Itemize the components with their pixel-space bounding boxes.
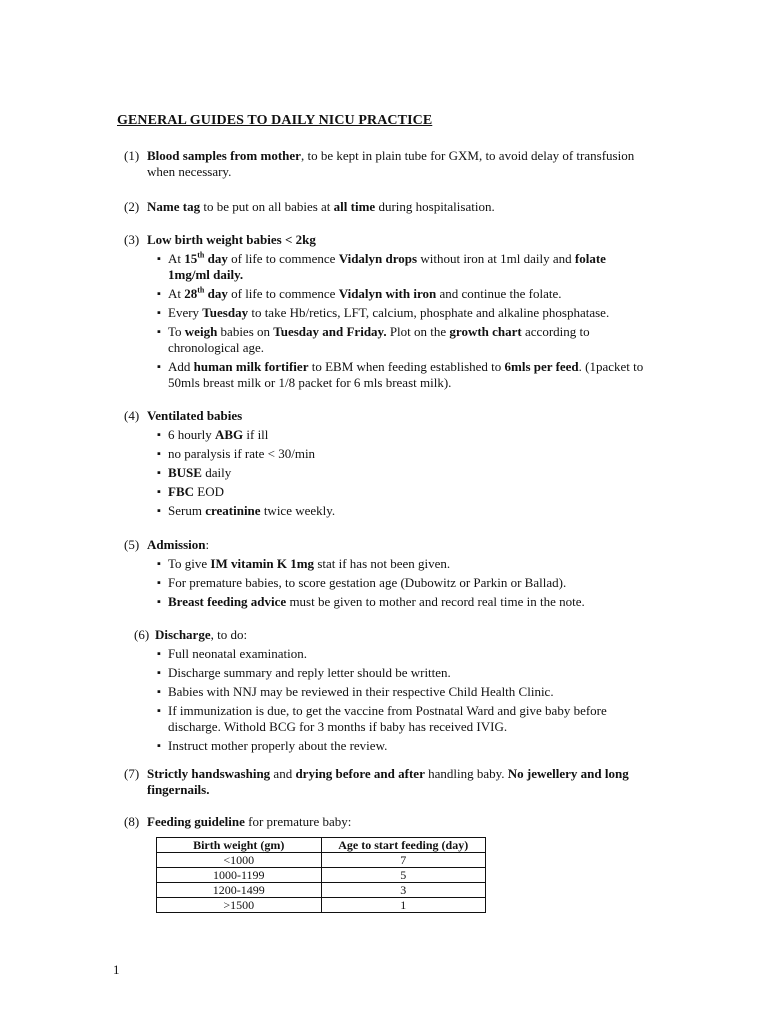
table-row: >1500 1 (157, 898, 486, 913)
section-2: (2) Name tag to be put on all babies at all time during hospitalisation. (124, 199, 495, 214)
section-heading: Name tag (147, 199, 201, 214)
list-item: ▪ At 15th day of life to commence Vidalyn drops without iron at 1ml daily and folate 1mg/ml daily. (0, 251, 648, 283)
bullet-list (0, 646, 768, 754)
list-item: ▪ Instruct mother properly about the review. (0, 738, 648, 754)
column-header: Age to start feeding (day) (321, 838, 486, 853)
list-item: ▪ To give IM vitamin K 1mg stat if has not been given. (0, 556, 648, 572)
section-number: (1) (124, 148, 140, 163)
list-item: ▪ Serum creatinine twice weekly. (0, 503, 648, 519)
section-heading: Low birth weight babies < 2kg (147, 232, 316, 247)
section-heading: Ventilated babies (147, 408, 243, 423)
table-row: 1000-1199 5 (157, 868, 486, 883)
section-number: (7) (124, 766, 140, 781)
column-header: Birth weight (gm) (157, 838, 322, 853)
list-item: ▪ Discharge summary and reply letter should be written. (0, 665, 648, 681)
section-number: (2) (124, 199, 140, 214)
list-item: ▪ Add human milk fortifier to EBM when feeding established to 6mls per feed. (1packet to 50mls breast milk or 1/8 packet for 6 mls breast milk). (0, 359, 648, 391)
section-3 (0, 232, 768, 394)
list-item: ▪ Breast feeding advice must be given to mother and record real time in the note. (0, 594, 648, 610)
list-item: ▪ At 28th day of life to commence Vidalyn with iron and continue the folate. (0, 286, 648, 302)
section-1: (1) Blood samples from mother, to be kept in plain tube for GXM, to avoid delay of transfusion when necessary. (124, 148, 635, 179)
section-5: (5) Admission: ▪ To give IM vitamin K 1mg stat if has not been given. ▪ For premature babies, to score gestation age (Dubowitz or Parkin or Ballad). ▪ Breast feeding advice must be given to mother and record real time in the note. (0, 537, 768, 613)
list-item: ▪ 6 hourly ABG if ill (0, 427, 648, 443)
list-item: ▪ FBC EOD (0, 484, 648, 500)
section-heading: Strictly handswashing (147, 766, 271, 781)
list-item: ▪ Full neonatal examination. (0, 646, 648, 662)
list-item: ▪ If immunization is due, to get the vaccine from Postnatal Ward and give baby before discharge. Withold BCG for 3 months if baby has received IVIG. (0, 703, 648, 735)
page-number: 1 (113, 962, 120, 977)
bullet-list (0, 251, 768, 391)
list-item: ▪ BUSE daily (0, 465, 648, 481)
list-item: ▪ Babies with NNJ may be reviewed in their respective Child Health Clinic. (0, 684, 648, 700)
table-header-row (157, 838, 486, 853)
list-item: ▪ For premature babies, to score gestation age (Dubowitz or Parkin or Ballad). (0, 575, 648, 591)
table-row: <1000 7 (157, 853, 486, 868)
section-number: (5) (124, 537, 140, 552)
section-heading: Discharge (155, 627, 211, 642)
page-title: GENERAL GUIDES TO DAILY NICU PRACTICE (117, 113, 433, 128)
section-number: (6) (134, 627, 150, 642)
list-item: ▪ no paralysis if rate < 30/min (0, 446, 648, 462)
section-heading: Admission (147, 537, 206, 552)
bullet-list (0, 556, 768, 610)
section-6: (6) Discharge, to do: ▪ Full neonatal examination. ▪ Discharge summary and reply letter should be written. ▪ Babies with NNJ may be reviewed in their respective Child Health Clinic. ▪ If immunization is due, to get the vaccine from Postnatal Ward and give baby before discharge. Withold BCG for 3 months if baby has received IVIG. ▪ Instruct mother properly about the review. (0, 627, 768, 757)
feeding-guideline-table (156, 837, 486, 913)
bullet-list (0, 427, 768, 519)
section-8: (8) Feeding guideline for premature baby: (124, 814, 352, 829)
section-number: (8) (124, 814, 140, 829)
section-7: (7) Strictly handswashing and drying before and after handling baby. No jewellery and long fingernails. (124, 766, 629, 797)
section-number: (3) (124, 232, 140, 247)
table-row: 1200-1499 3 (157, 883, 486, 898)
section-heading: Blood samples from mother (147, 148, 301, 163)
section-4 (0, 408, 768, 522)
section-heading: Feeding guideline (147, 814, 245, 829)
section-number: (4) (124, 408, 140, 423)
list-item: ▪ Every Tuesday to take Hb/retics, LFT, calcium, phosphate and alkaline phosphatase. (0, 305, 648, 321)
list-item: ▪ To weigh babies on Tuesday and Friday. Plot on the growth chart according to chronological age. (0, 324, 648, 356)
